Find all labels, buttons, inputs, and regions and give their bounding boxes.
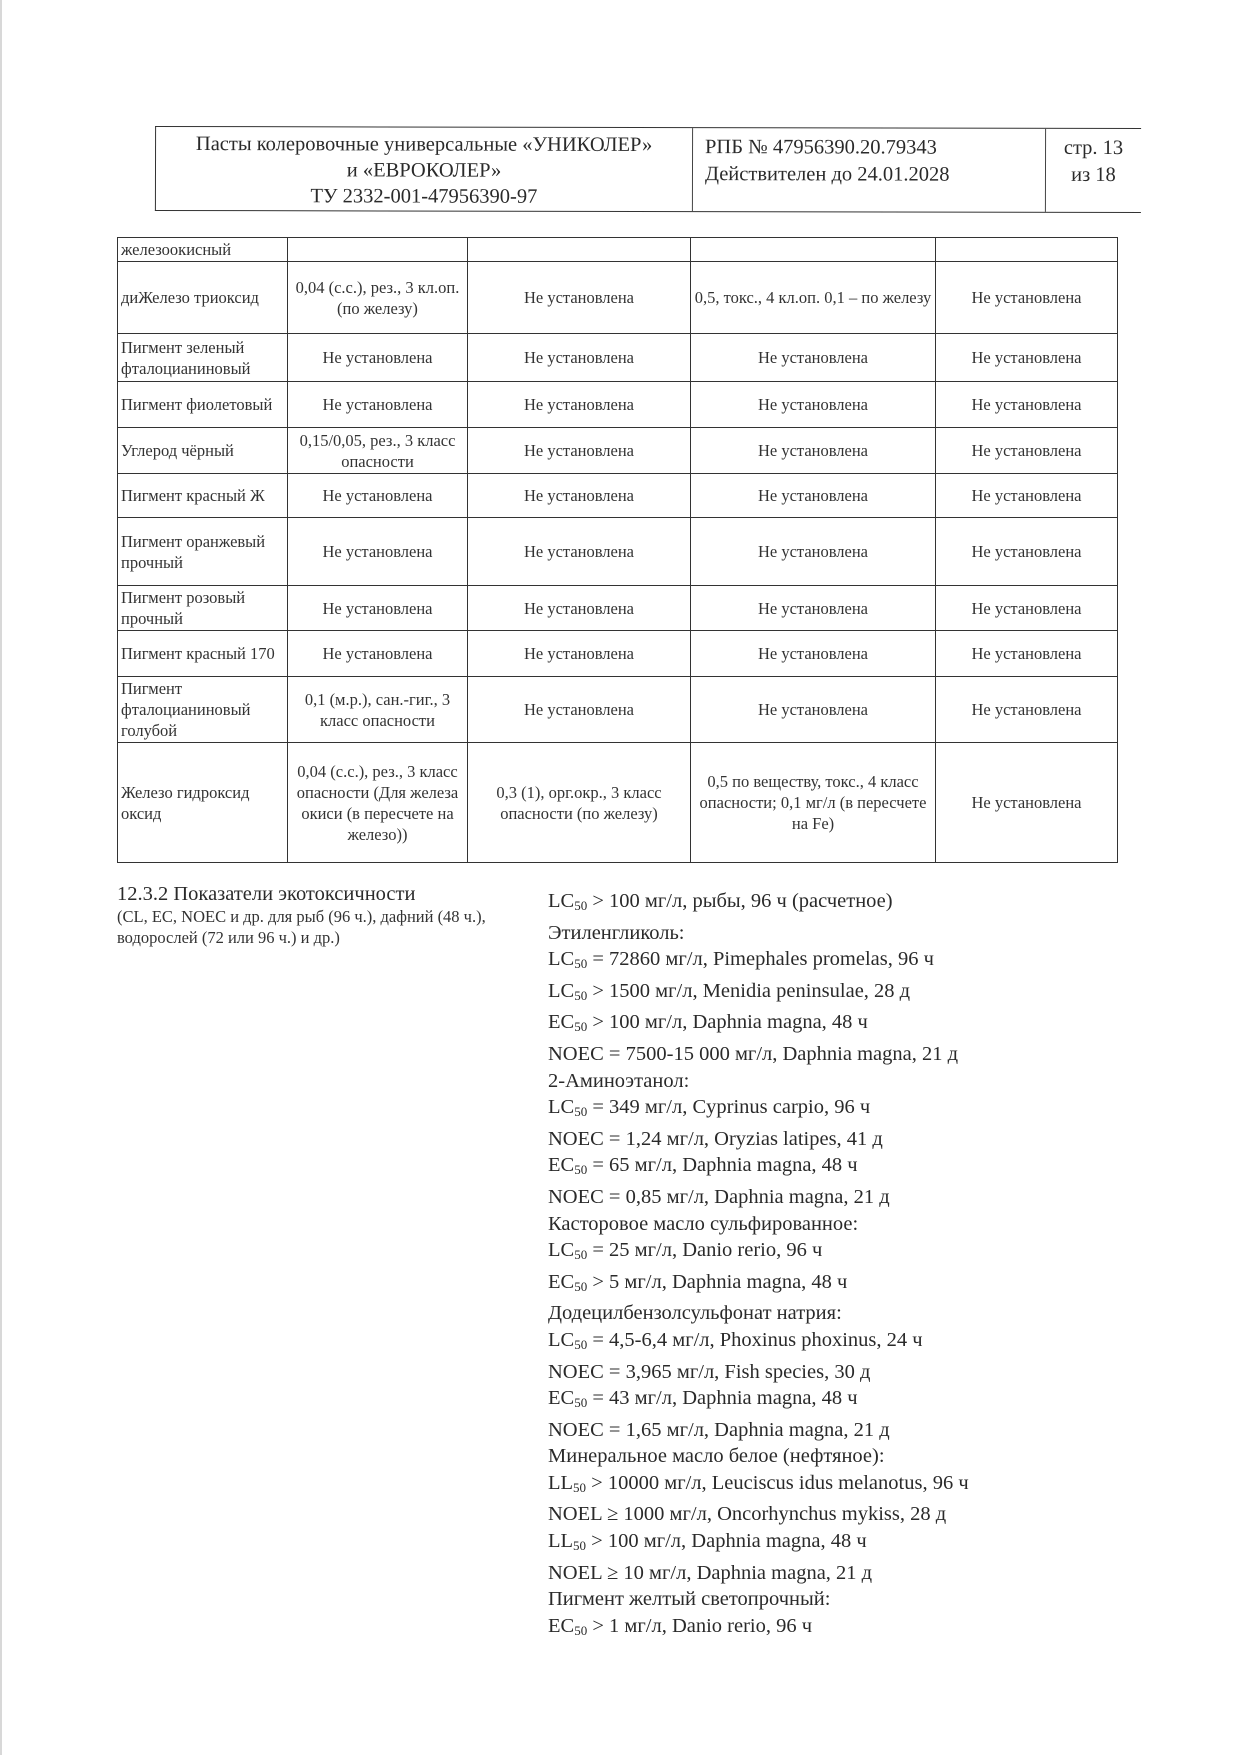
substance-heading	[548, 1443, 1148, 1470]
cell-value: Не установлена	[691, 382, 936, 428]
cell-value: Не установлена	[468, 262, 691, 334]
subscript: 50	[574, 1336, 588, 1352]
toxicity-value-line	[548, 946, 1148, 978]
cell-value: 0,04 (с.с.), рез., 3 класс опасности (Для железа окиси (в пересчете на железо))	[288, 743, 468, 863]
cell-value	[691, 238, 936, 262]
substance-heading	[548, 1586, 1148, 1613]
line-text: NOEC = 1,65 мг/л, Daphnia magna, 21 д	[548, 1418, 890, 1441]
toxicity-value-line	[548, 1528, 1148, 1560]
table-row	[118, 238, 1118, 262]
cell-value	[936, 238, 1118, 262]
line-text: LC	[548, 979, 575, 1002]
page-number-cell	[1046, 129, 1141, 212]
registration-number: РПБ № 47956390.20.79343	[705, 136, 937, 159]
substance-name: Пигмент красный Ж	[118, 474, 288, 518]
line-text: Пигмент желтый светопрочный:	[548, 1588, 831, 1611]
table-row	[118, 262, 1118, 334]
substance-name: Углерод чёрный	[118, 428, 288, 474]
toxicity-value-line	[548, 1560, 1148, 1587]
valid-until: Действителен до 24.01.2028	[704, 163, 950, 186]
subscript: 50	[574, 1247, 588, 1263]
cell-value	[288, 238, 468, 262]
toxicity-value-line	[548, 1613, 1148, 1645]
subscript: 50	[573, 1479, 587, 1495]
cell-value: Не установлена	[288, 474, 468, 518]
substance-name: Пигмент оранжевый прочный	[118, 518, 288, 586]
toxicity-value-line	[548, 1269, 1148, 1301]
substance-heading	[548, 1068, 1148, 1095]
toxicity-value-line	[548, 1237, 1148, 1269]
line-text: > 1500 мг/л, Menidia peninsulae, 28 д	[587, 979, 911, 1002]
toxicity-value-line	[548, 1417, 1148, 1444]
toxicity-value-line	[548, 1009, 1148, 1041]
line-text: NOEL ≥ 10 мг/л, Daphnia magna, 21 д	[548, 1561, 873, 1584]
line-text: > 100 мг/л, Daphnia magna, 48 ч	[587, 1011, 868, 1034]
substance-heading	[548, 1300, 1148, 1327]
line-text: EC	[548, 1011, 575, 1034]
cell-value: Не установлена	[468, 631, 691, 677]
cell-value: 0,3 (1), орг.окр., 3 класс опасности (по железу)	[468, 743, 691, 863]
subscript: 50	[573, 1538, 587, 1554]
line-text: > 5 мг/л, Daphnia magna, 48 ч	[587, 1270, 848, 1293]
cell-value: Не установлена	[936, 518, 1118, 586]
toxicity-value-line	[548, 888, 1148, 920]
cell-value: Не установлена	[468, 334, 691, 382]
cell-value: Не установлена	[288, 518, 468, 586]
table-row	[118, 586, 1118, 631]
cell-value: Не установлена	[691, 631, 936, 677]
table-row	[118, 428, 1118, 474]
substance-heading	[548, 1211, 1148, 1238]
line-text: EC	[548, 1614, 575, 1637]
cell-value: 0,1 (м.р.), сан.-гиг., 3 класс опасности	[288, 677, 468, 743]
cell-value: Не установлена	[468, 474, 691, 518]
cell-value: Не установлена	[936, 334, 1118, 382]
subscript: 50	[574, 1395, 588, 1411]
line-text: Касторовое масло сульфированное:	[548, 1212, 859, 1235]
page-total: из 18	[1071, 163, 1116, 186]
subscript: 50	[574, 987, 588, 1003]
cell-value	[468, 238, 691, 262]
line-text: > 1 мг/л, Danio rerio, 96 ч	[587, 1614, 813, 1637]
cell-value: Не установлена	[468, 586, 691, 631]
cell-value: Не установлена	[936, 474, 1118, 518]
cell-value: Не установлена	[691, 474, 936, 518]
line-text: Додецилбензолсульфонат натрия:	[548, 1302, 842, 1325]
toxicity-value-line	[548, 1385, 1148, 1417]
line-text: NOEC = 7500-15 000 мг/л, Daphnia magna, 21 д	[548, 1042, 959, 1065]
subscript: 50	[574, 1622, 588, 1638]
line-text: 2-Аминоэтанол:	[548, 1069, 690, 1092]
cell-value: Не установлена	[936, 586, 1118, 631]
cell-value: Не установлена	[288, 631, 468, 677]
substance-name: Пигмент зеленый фталоцианиновый	[118, 334, 288, 382]
table-row	[118, 474, 1118, 518]
cell-value: 0,15/0,05, рез., 3 класс опасности	[288, 428, 468, 474]
section-subtitle: (CL, EC, NOEC и др. для рыб (96 ч.), дафний (48 ч.), водорослей (72 или 96 ч.) и др.)	[117, 907, 486, 947]
line-text: Этиленгликоль:	[548, 921, 685, 944]
toxicity-value-line	[548, 1041, 1148, 1068]
cell-value: Не установлена	[936, 743, 1118, 863]
line-text: = 65 мг/л, Daphnia magna, 48 ч	[587, 1154, 858, 1177]
registration-cell	[693, 128, 1046, 212]
cell-value: Не установлена	[936, 382, 1118, 428]
table-row	[118, 743, 1118, 863]
cell-value: 0,5, токс., 4 кл.оп. 0,1 – по железу	[691, 262, 936, 334]
line-text: = 72860 мг/л, Pimephales promelas, 96 ч	[587, 948, 934, 971]
substance-name: Пигмент красный 170	[118, 631, 288, 677]
line-text: = 25 мг/л, Danio rerio, 96 ч	[587, 1239, 823, 1262]
section-title: 12.3.2 Показатели экотоксичности	[117, 883, 416, 905]
line-text: NOEC = 0,85 мг/л, Daphnia magna, 21 д	[548, 1185, 890, 1208]
product-title-line: и «ЕВРОКОЛЕР»	[346, 159, 502, 182]
substance-limits-table	[117, 237, 1118, 863]
cell-value: Не установлена	[936, 262, 1118, 334]
toxicity-value-line	[548, 1152, 1148, 1184]
toxicity-value-line	[548, 1094, 1148, 1126]
subscript: 50	[574, 1019, 588, 1035]
line-text: EC	[548, 1154, 575, 1177]
cell-value: Не установлена	[288, 586, 468, 631]
cell-value: Не установлена	[936, 677, 1118, 743]
toxicity-value-line	[548, 1470, 1148, 1502]
line-text: LC	[548, 1096, 575, 1119]
cell-value: Не установлена	[468, 518, 691, 586]
line-text: > 100 мг/л, Daphnia magna, 48 ч	[586, 1530, 867, 1553]
line-text: = 349 мг/л, Cyprinus carpio, 96 ч	[587, 1096, 871, 1119]
line-text: = 43 мг/л, Daphnia magna, 48 ч	[587, 1387, 858, 1410]
substance-heading	[548, 920, 1148, 947]
table-row	[118, 334, 1118, 382]
toxicity-value-line	[548, 1501, 1148, 1528]
cell-value: Не установлена	[691, 334, 936, 382]
line-text: LL	[548, 1471, 574, 1494]
ecotoxicity-section-heading	[117, 882, 517, 948]
substance-name: железоокисный	[118, 238, 288, 262]
toxicity-value-line	[548, 978, 1148, 1010]
cell-value: 0,04 (с.с.), рез., 3 кл.оп. (по железу)	[288, 262, 468, 334]
line-text: LC	[548, 890, 575, 912]
subscript: 50	[574, 956, 588, 972]
line-text: LC	[548, 948, 575, 971]
substance-name: Пигмент фиолетовый	[118, 382, 288, 428]
line-text: EC	[548, 1270, 575, 1293]
cell-value: Не установлена	[691, 586, 936, 631]
line-text: NOEC = 1,24 мг/л, Oryzias latipes, 41 д	[548, 1127, 883, 1150]
cell-value: Не установлена	[936, 428, 1118, 474]
substance-name: Железо гидроксид оксид	[118, 743, 288, 863]
cell-value: Не установлена	[288, 334, 468, 382]
line-text: EC	[548, 1387, 575, 1410]
table-row	[118, 677, 1118, 743]
toxicity-value-line	[548, 1359, 1148, 1386]
cell-value: Не установлена	[936, 631, 1118, 677]
line-text: Минеральное масло белое (нефтяное):	[548, 1445, 885, 1468]
cell-value: Не установлена	[468, 382, 691, 428]
product-title-cell	[156, 127, 693, 211]
cell-value: Не установлена	[691, 428, 936, 474]
cell-value: Не установлена	[691, 518, 936, 586]
page-label: стр. 13	[1063, 136, 1124, 159]
line-text: > 100 мг/л, рыбы, 96 ч (расчетное)	[587, 890, 893, 912]
substance-name: Пигмент розовый прочный	[118, 586, 288, 631]
table-row	[118, 518, 1118, 586]
table-row	[118, 382, 1118, 428]
cell-value: 0,5 по веществу, токс., 4 класс опасности; 0,1 мг/л (в пересчете на Fe)	[691, 743, 936, 863]
cell-value: Не установлена	[691, 677, 936, 743]
ecotoxicity-values	[548, 888, 1148, 1644]
table-row	[118, 631, 1118, 677]
product-spec-line: ТУ 2332-001-47956390-97	[310, 185, 538, 208]
cell-value: Не установлена	[468, 677, 691, 743]
substance-name: Пигмент фталоцианиновый голубой	[118, 677, 288, 743]
line-text: LC	[548, 1239, 575, 1262]
line-text: NOEC = 3,965 мг/л, Fish species, 30 д	[548, 1360, 871, 1383]
toxicity-value-line	[548, 1126, 1148, 1153]
toxicity-value-line	[548, 1327, 1148, 1359]
line-text: NOEL ≥ 1000 мг/л, Oncorhynchus mykiss, 28 д	[548, 1503, 947, 1526]
page-edge	[0, 0, 2, 1755]
substance-name: диЖелезо триоксид	[118, 262, 288, 334]
toxicity-value-line	[548, 1184, 1148, 1211]
subscript: 50	[574, 898, 588, 913]
line-text: LL	[548, 1530, 574, 1553]
subscript: 50	[574, 1104, 588, 1120]
subscript: 50	[574, 1278, 588, 1294]
cell-value: Не установлена	[468, 428, 691, 474]
subscript: 50	[574, 1162, 588, 1178]
document-header	[155, 126, 1141, 213]
line-text: > 10000 мг/л, Leuciscus idus melanotus, 96 ч	[586, 1471, 969, 1494]
product-title-line: Пасты колеровочные универсальные «УНИКОЛЕР»	[195, 133, 653, 157]
line-text: LC	[548, 1328, 575, 1351]
line-text: = 4,5-6,4 мг/л, Phoxinus phoxinus, 24 ч	[587, 1328, 923, 1351]
cell-value: Не установлена	[288, 382, 468, 428]
